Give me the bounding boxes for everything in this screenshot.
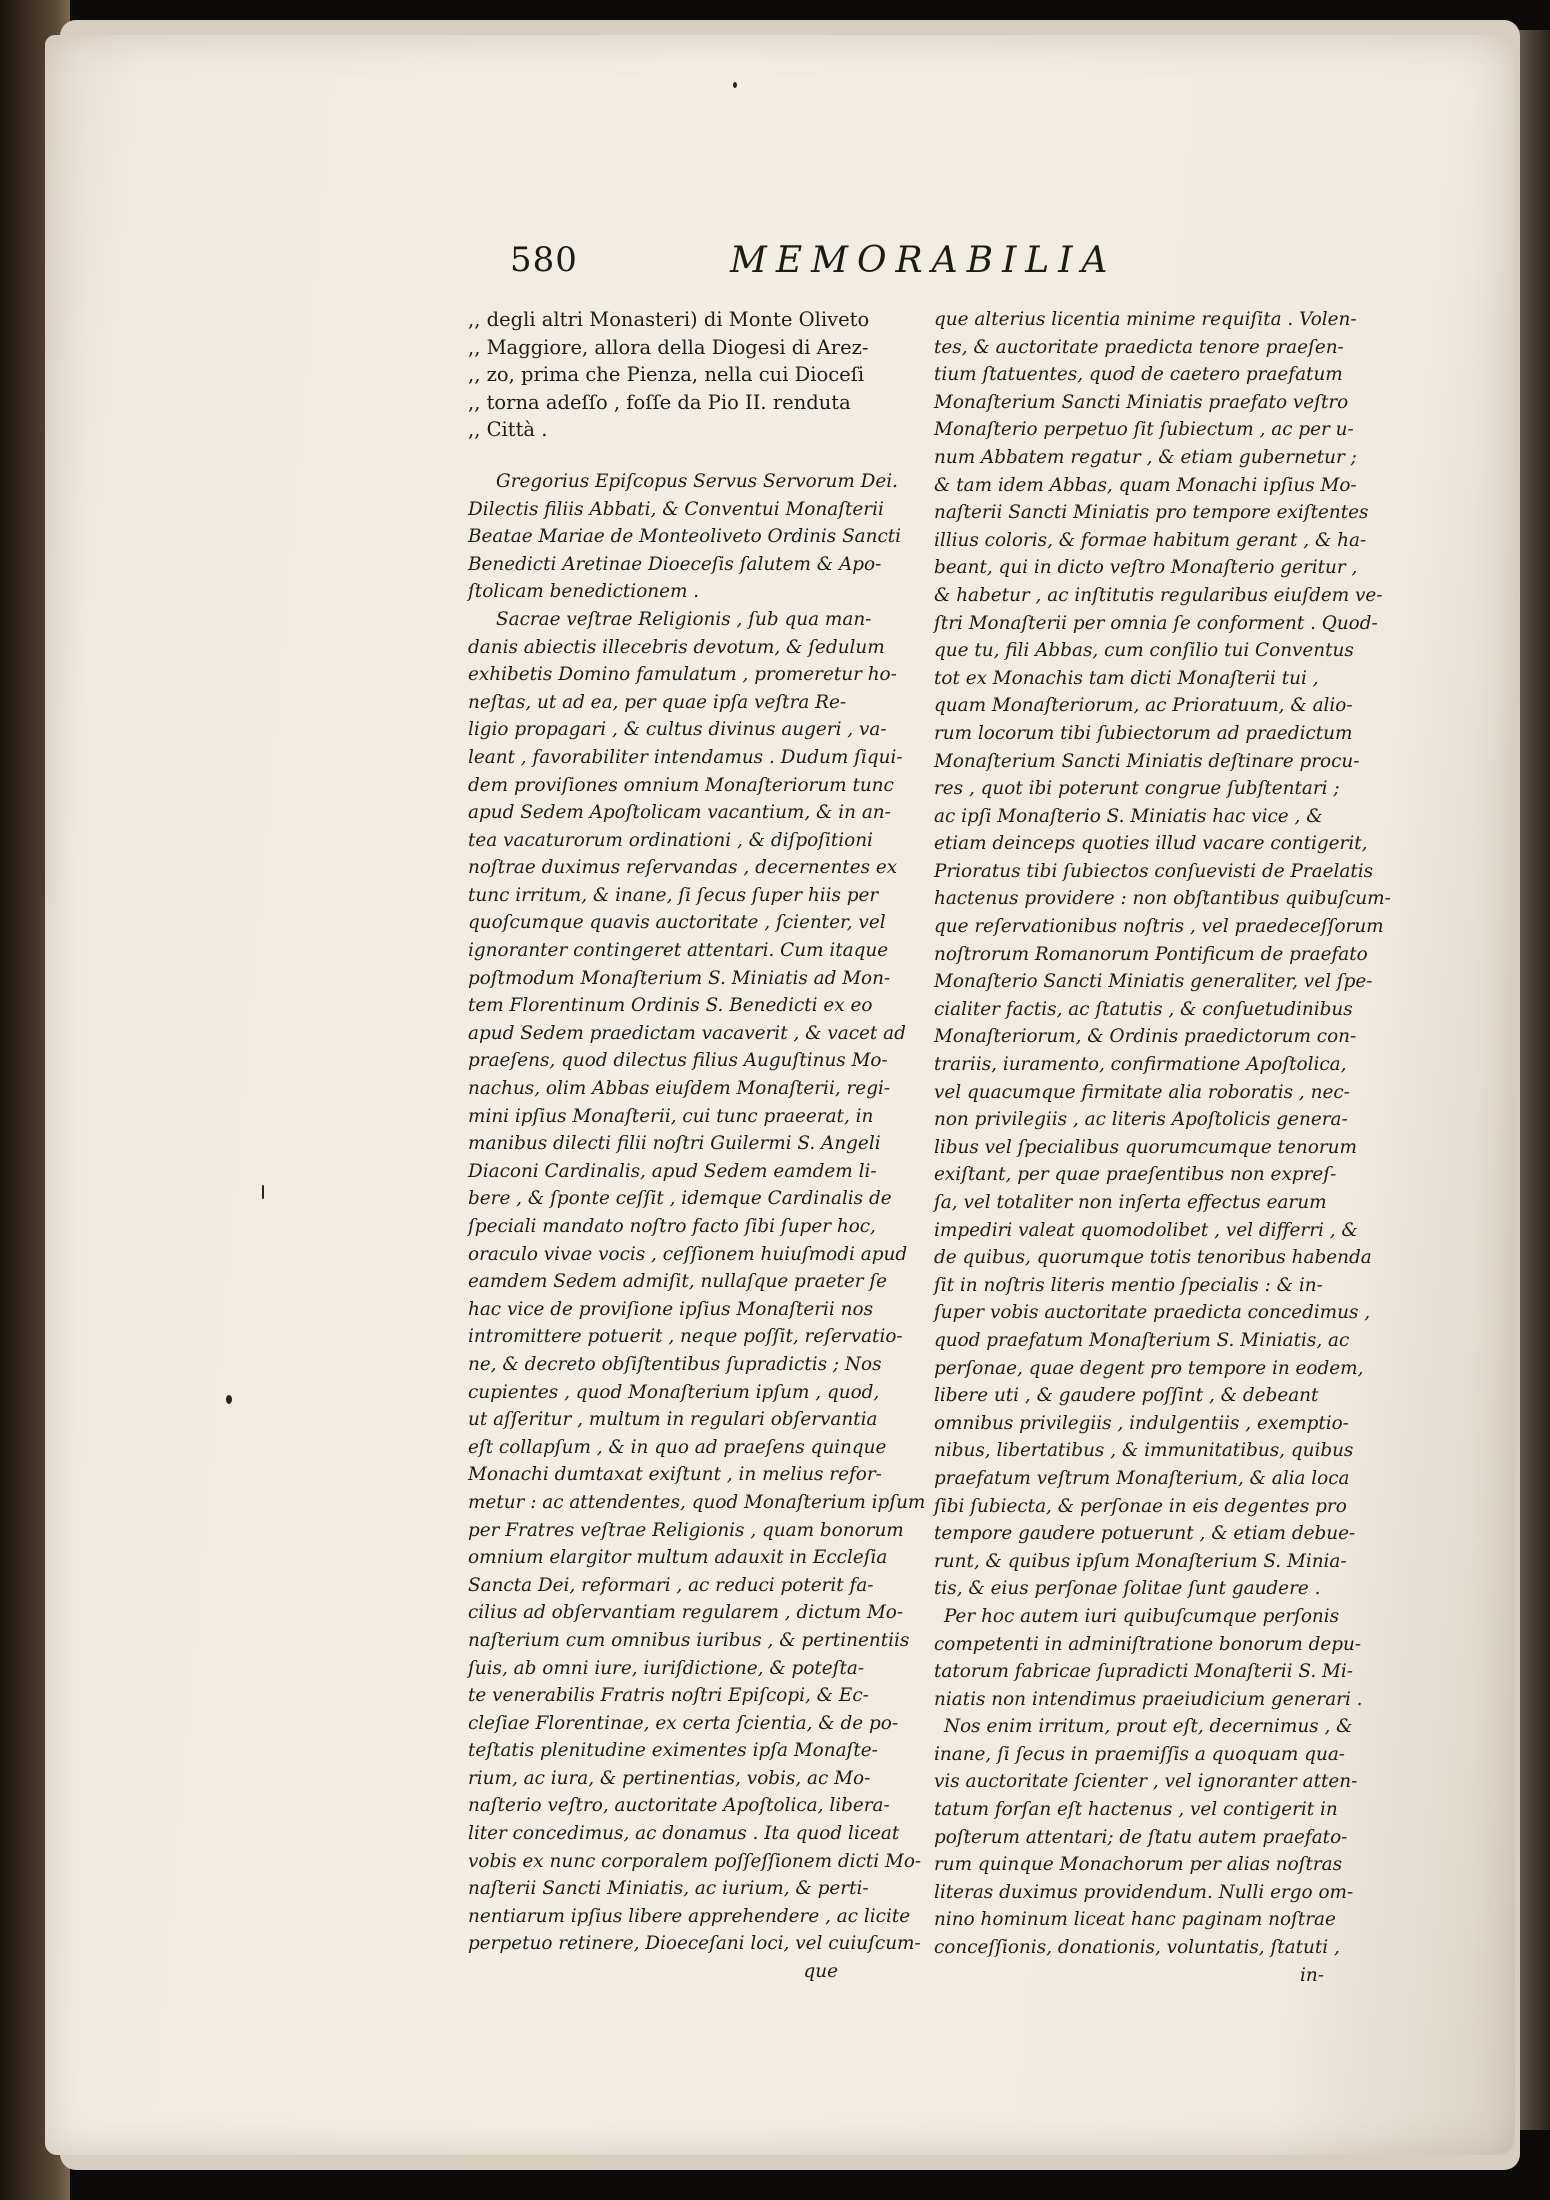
latin-line: rium, ac iura, & pertinentias, vobis, ac Mo- (468, 1767, 871, 1789)
latin-line: Sacrae veſtrae Religionis , ſub qua man- (496, 608, 872, 630)
latin-line: ignoranter contingeret attentari. Cum itaque (468, 940, 889, 962)
latin-line: & tam idem Abbas, quam Monachi ipſius Mo- (934, 474, 1357, 496)
latin-line: cialiter factis, ac ſtatutis , & conſuetudinibus (934, 998, 1353, 1020)
latin-line: rum locorum tibi ſubiectorum ad praedictum (934, 722, 1353, 744)
latin-line: praefatum veſtrum Monaſterium, & alia loca (934, 1467, 1350, 1489)
latin-line: ſibi ſubiecta, & perſonae in eis degentes pro (934, 1495, 1347, 1517)
latin-line: bere , & ſponte ceſſit , idemque Cardinalis de (468, 1188, 892, 1210)
latin-line: cleſiae Florentinae, ex certa ſcientia, & de po- (468, 1712, 899, 1734)
latin-line: ſit in noſtris literis mentio ſpecialis : & in- (934, 1274, 1323, 1296)
latin-line: leant , favorabiliter intendamus . Dudum ſiqui- (468, 746, 903, 768)
latin-line: oraculo vivae vocis , ceſſionem huiuſmodi apud (468, 1243, 908, 1265)
latin-line: libere uti , & gaudere poſſint , & debeant (934, 1385, 1319, 1407)
latin-line: Prioratus tibi ſubiectos conſuevisti de Praelatis (934, 860, 1374, 882)
latin-line: vel quacumque firmitate alia roboratis , nec- (934, 1081, 1350, 1103)
latin-line: naſterii Sancti Miniatis, ac iurium, & perti- (468, 1878, 869, 1900)
latin-line: tium ſtatuentes, quod de caetero praefatum (934, 364, 1343, 386)
latin-line: inane, ſi ſecus in praemiſſis a quoquam qua- (934, 1743, 1346, 1765)
latin-line: nino hominum liceat hanc paginam noſtrae (934, 1909, 1336, 1931)
latin-line: naſterio veſtro, auctoritate Apoſtolica, libera- (468, 1795, 890, 1817)
latin-line: intromittere potuerit , neque poſſit, reſervatio- (468, 1326, 903, 1348)
page-number: 580 (510, 240, 578, 280)
latin-line: ligio propagari , & cultus divinus augeri , va- (468, 719, 887, 741)
latin-line: Monaſterio perpetuo ſit ſubiectum , ac per u- (934, 419, 1354, 441)
latin-line: tatorum fabricae ſupradicti Monaſterii S. Mi- (934, 1661, 1353, 1683)
latin-line: cupientes , quod Monaſterium ipſum , quod, (468, 1381, 880, 1403)
bull-opening-line: Gregorius Epiſcopus Servus Servorum Dei. (496, 470, 898, 492)
latin-line: liter concedimus, ac donamus . Ita quod liceat (468, 1823, 900, 1845)
latin-line: metur : ac attendentes, quod Monaſterium ipſum (468, 1491, 926, 1513)
latin-line: hac vice de proviſione ipſius Monaſterii nos (468, 1298, 874, 1320)
latin-line: de quibus, quorumque totis tenoribus habenda (934, 1247, 1372, 1269)
latin-line: libus vel ſpecialibus quorumcumque tenorum (934, 1136, 1357, 1158)
paragraph-gap (468, 444, 868, 468)
latin-line: Diaconi Cardinalis, apud Sedem eamdem li- (468, 1160, 877, 1182)
latin-line: tatum forſan eſt hactenus , vel contigerit in (934, 1799, 1338, 1821)
latin-line: conceſſionis, donationis, voluntatis, ſtatuti , (934, 1937, 1340, 1959)
catchword: que (803, 1961, 838, 1983)
italian-line: ,, degli altri Monasteri) di Monte Oliveto (468, 308, 870, 331)
latin-line: noſtrae duximus reſervandas , decernentes ex (468, 857, 898, 879)
latin-line: competenti in adminiſtratione bonorum depu- (934, 1633, 1362, 1655)
italian-line: ,, torna adeſſo , foſſe da Pio II. renduta (468, 390, 851, 414)
latin-line: Monaſteriorum, & Ordinis praedictorum con- (934, 1026, 1357, 1048)
latin-line: vis auctoritate ſcienter , vel ignoranter atten- (934, 1771, 1358, 1793)
latin-line: niatis non intendimus praeiudicium generari . (934, 1688, 1363, 1710)
latin-line: tunc irritum, & inane, ſi ſecus ſuper hiis per (468, 884, 879, 906)
latin-line: tes, & auctoritate praedicta tenore praeſen- (934, 336, 1344, 358)
latin-line: ſuper vobis auctoritate praedicta concedimus , (934, 1302, 1371, 1324)
latin-line: impediri valeat quomodolibet , vel differri , & (934, 1219, 1358, 1241)
ink-speck (226, 1395, 232, 1404)
latin-line: tis, & eius perſonae ſolitae ſunt gaudere . (934, 1578, 1321, 1600)
latin-line: nentiarum ipſius libere apprehendere , ac licite (468, 1905, 911, 1927)
latin-line: apud Sedem Apoſtolicam vacantium, & in an- (468, 802, 891, 824)
catchword: in- (1300, 1964, 1324, 1986)
latin-line: literas duximus providendum. Nulli ergo om- (934, 1881, 1354, 1903)
latin-line: eſt collapſum , & in quo ad praeſens quinque (468, 1436, 887, 1458)
latin-line: omnibus privilegiis , indulgentiis , exemptio- (934, 1412, 1349, 1434)
latin-line: exhibetis Domino famulatum , promeretur ho- (468, 664, 897, 686)
latin-line: Nos enim irritum, prout eſt, decernimus , & (944, 1716, 1353, 1738)
latin-line: per Fratres veſtrae Religionis , quam bonorum (468, 1519, 904, 1541)
latin-line: Monaſterium Sancti Miniatis deſtinare procu- (934, 750, 1360, 772)
latin-line: Per hoc autem iuri quibuſcumque perſonis (944, 1605, 1340, 1627)
latin-line: ne, & decreto obſiſtentibus ſupradictis ; Nos (468, 1353, 882, 1375)
latin-line: Dilectis filiis Abbati, & Conventui Monaſterii (468, 498, 884, 520)
latin-line: naſterium cum omnibus iuribus , & pertinentiis (468, 1629, 910, 1651)
latin-line: apud Sedem praedictam vacaverit , & vacet ad (468, 1022, 906, 1044)
latin-line: quod praefatum Monaſterium S. Miniatis, ac (934, 1329, 1350, 1351)
left-column (468, 306, 926, 1986)
ink-speck (733, 82, 737, 88)
latin-line: runt, & quibus ipſum Monaſterium S. Minia- (934, 1550, 1347, 1572)
latin-line: res , quot ibi poterunt congrue ſubſtentari ; (934, 778, 1340, 800)
latin-line: rum quinque Monachorum per alias noſtras (934, 1854, 1343, 1876)
latin-line: quam Monaſteriorum, ac Prioratuum, & alio- (934, 695, 1353, 717)
page-header (510, 240, 1140, 290)
italian-line: ,, Maggiore, allora della Diogesi di Arez- (468, 335, 869, 359)
latin-line: Monaſterium Sancti Miniatis praefato veſtro (934, 391, 1349, 413)
latin-line: vobis ex nunc corporalem poſſeſſionem dicti Mo- (468, 1850, 922, 1872)
latin-line: ſuis, ab omni iure, iuriſdictione, & poteſta- (468, 1657, 865, 1679)
ink-speck (262, 1185, 264, 1199)
latin-line: ſtolicam benedictionem . (468, 581, 700, 603)
latin-line: eamdem Sedem admiſit, nullaſque praeter ſe (468, 1271, 888, 1293)
latin-line: te venerabilis Fratris noſtri Epiſcopi, & Ec- (468, 1685, 869, 1707)
latin-line: ſpeciali mandato noſtro facto ſibi ſuper hoc, (468, 1216, 876, 1237)
italian-line: ,, zo, prima che Pienza, nella cui Dioceſi (468, 363, 865, 387)
latin-line: que tu, fili Abbas, cum conſilio tui Conventus (934, 640, 1354, 662)
latin-line: poſtmodum Monaſterium S. Miniatis ad Mon- (468, 967, 891, 989)
latin-line: ſa, vel totaliter non inſerta effectus earum (934, 1192, 1327, 1213)
latin-line: neſtas, ut ad ea, per quae ipſa veſtra Re- (468, 691, 847, 713)
latin-line: ac ipſi Monaſterio S. Miniatis hac vice , & (934, 805, 1323, 827)
latin-line: que alterius licentia minime requiſita . Volen- (934, 309, 1357, 330)
latin-line: ut aſſeritur , multum in regulari obſervantia (468, 1409, 878, 1431)
latin-line: que reſervationibus noſtris , vel praedeceſſorum (934, 916, 1384, 938)
latin-line: exiſtant, per quae praeſentibus non expreſ- (934, 1164, 1337, 1186)
latin-line: illius coloris, & formae habitum gerant , & ha- (934, 529, 1367, 551)
latin-line: etiam deinceps quoties illud vacare contigerit, (934, 833, 1368, 855)
latin-line: num Abbatem regatur , & etiam gubernetur ; (934, 446, 1357, 468)
latin-line: tempore gaudere potuerunt , & etiam debue- (934, 1523, 1356, 1545)
latin-line: Beatae Mariae de Monteoliveto Ordinis Sancti (468, 526, 902, 548)
latin-line: tot ex Monachis tam dicti Monaſterii tui , (934, 667, 1319, 689)
latin-line: beant, qui in dicto veſtro Monaſterio geritur , (934, 557, 1358, 579)
latin-line: tea vacaturorum ordinationi , & diſpoſitioni (468, 829, 873, 851)
latin-line: nachus, olim Abbas eiuſdem Monaſterii, regi- (468, 1078, 891, 1100)
latin-line: praeſens, quod dilectus filius Auguſtinus Mo- (468, 1050, 888, 1072)
latin-line: & habetur , ac inſtitutis regularibus eiuſdem ve- (934, 584, 1383, 606)
latin-line: poſterum attentari; de ſtatu autem praefato- (934, 1826, 1348, 1848)
latin-line: cilius ad obſervantiam regularem , dictum Mo- (468, 1602, 904, 1624)
latin-line: perſonae, quae degent pro tempore in eodem, (934, 1357, 1364, 1379)
latin-line: nibus, libertatibus , & immunitatibus, quibus (934, 1440, 1354, 1462)
latin-line: manibus dilecti filii noſtri Guilermi S. Angeli (468, 1133, 881, 1155)
running-title: MEMORABILIA (730, 240, 1117, 281)
latin-line: danis abiectis illecebris devotum, & ſedulum (468, 636, 885, 658)
latin-line: naſterii Sancti Miniatis pro tempore exiſtentes (934, 502, 1369, 524)
latin-line: tem Florentinum Ordinis S. Benedicti ex eo (468, 995, 873, 1017)
latin-line: mini ipſius Monaſterii, cui tunc praeerat, in (468, 1105, 874, 1127)
latin-line: teſtatis plenitudine eximentes ipſa Monaſte- (468, 1740, 878, 1762)
latin-line: omnium elargitor multum adauxit in Eccleſia (468, 1547, 888, 1569)
italian-line: ,, Città . (468, 418, 548, 442)
right-column (934, 306, 1391, 1989)
latin-line: quoſcumque quavis auctoritate , ſcienter, vel (468, 912, 886, 934)
latin-line: perpetuo retinere, Dioeceſani loci, vel cuiuſcum- (468, 1933, 921, 1955)
latin-line: Monaſterio Sancti Miniatis generaliter, vel ſpe- (934, 971, 1373, 993)
latin-line: Benedicti Aretinae Dioeceſis ſalutem & Apo- (468, 553, 882, 575)
latin-line: hactenus providere : non obſtantibus quibuſcum- (934, 888, 1391, 910)
latin-line: noſtrorum Romanorum Pontificum de praefato (934, 943, 1368, 965)
latin-line: ſtri Monaſterii per omnia ſe conforment . Quod- (934, 612, 1378, 634)
latin-line: dem proviſiones omnium Monaſteriorum tunc (468, 774, 894, 796)
latin-line: non privilegiis , ac literis Apoſtolicis genera- (934, 1109, 1348, 1131)
latin-line: Monachi dumtaxat exiſtunt , in melius refor- (468, 1464, 882, 1486)
latin-line: trariis, iuramento, confirmatione Apoſtolica, (934, 1054, 1347, 1076)
latin-line: Sancta Dei, reformari , ac reduci poterit fa- (468, 1574, 874, 1596)
